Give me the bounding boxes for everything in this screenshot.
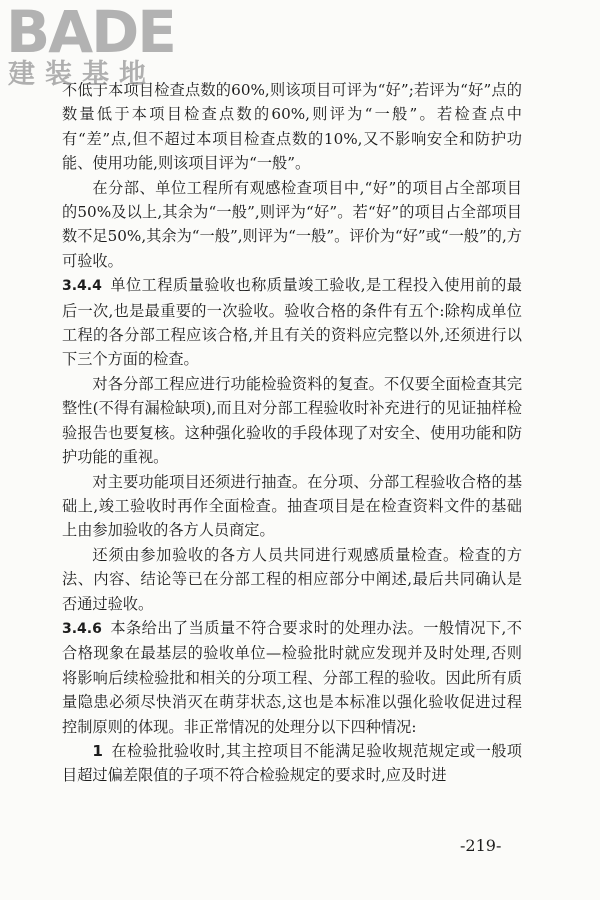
paragraph-text: 本条给出了当质量不符合要求时的处理办法。一般情况下,不合格现象在最基层的验收单位—检验批时就应发现并及时处理,否则将影响后续检验批和相关的分项工程、分部工程的验收。因此所有质量隐患必须尽快消灭在萌芽状态,这也是本标准以强化验收促进过程控制原则的体现。非正常情况的处理分以下四种情况: [62, 618, 522, 736]
section-number: 3.4.4 [62, 278, 102, 295]
list-item [62, 739, 522, 788]
watermark-subtitle: 建装基地 [8, 59, 156, 90]
paragraph-text: 在检验批验收时,其主控项目不能满足验收规范规定或一般项目超过偏差限值的子项不符合检验规定的要求时,应及时进 [62, 741, 522, 785]
page-number: -219- [460, 836, 502, 855]
section-number: 3.4.6 [62, 620, 102, 637]
item-number: 1 [92, 741, 103, 760]
paragraph-text: 在分部、单位工程所有观感检查项目中,“好”的项目占全部项目的50%及以上,其余为“一般”,则评为“好”。若“好”的项目占全部项目数不足50%,其余为“一般”,则评为“一般”。评价为“好”或“一般”的,方可验收。 [62, 178, 522, 270]
paragraph-text: 对各分部工程应进行功能检验资料的复查。不仅要全面检查其完整性(不得有漏检缺项),而且对分部工程验收时补充进行的见证抽样检验报告也要复核。这种强化验收的手段体现了对安全、使用功能和防护功能的重视。 [62, 374, 522, 467]
watermark-logo [4, 2, 184, 94]
paragraph [62, 543, 522, 616]
paragraph [62, 372, 522, 470]
section-paragraph-3-4-6 [62, 616, 522, 739]
watermark-brand: BADE [6, 0, 175, 66]
paragraph-text: 不低于本项目检查点数的60%,则该项目可评为“好”;若评为“好”点的数量低于本项目检查点数的60%,则评为“一般”。若检查点中有“差”点,但不超过本项目检查点数的10%,又不影响安全和防护功能、使用功能,则该项目评为“一般”。 [62, 81, 522, 173]
paragraph [62, 176, 522, 274]
section-paragraph-3-4-4 [62, 273, 522, 372]
body-text [62, 78, 522, 788]
paragraph-text: 单位工程质量验收也称质量竣工验收,是工程投入使用前的最后一次,也是最重要的一次验收。验收合格的条件有五个:除构成单位工程的各分部工程应该合格,并且有关的资料应完整以外,还须进行以下三个方面的检查。 [62, 276, 522, 369]
paragraph-text: 对主要功能项目还须进行抽查。在分项、分部工程验收合格的基础上,竣工验收时再作全面检查。抽查项目是在检查资料文件的基础上由参加验收的各方人员商定。 [62, 472, 522, 540]
paragraph-text: 还须由参加验收的各方人员共同进行观感质量检查。检查的方法、内容、结论等已在分部工程的相应部分中阐述,最后共同确认是否通过验收。 [62, 545, 522, 613]
paragraph [62, 470, 522, 543]
